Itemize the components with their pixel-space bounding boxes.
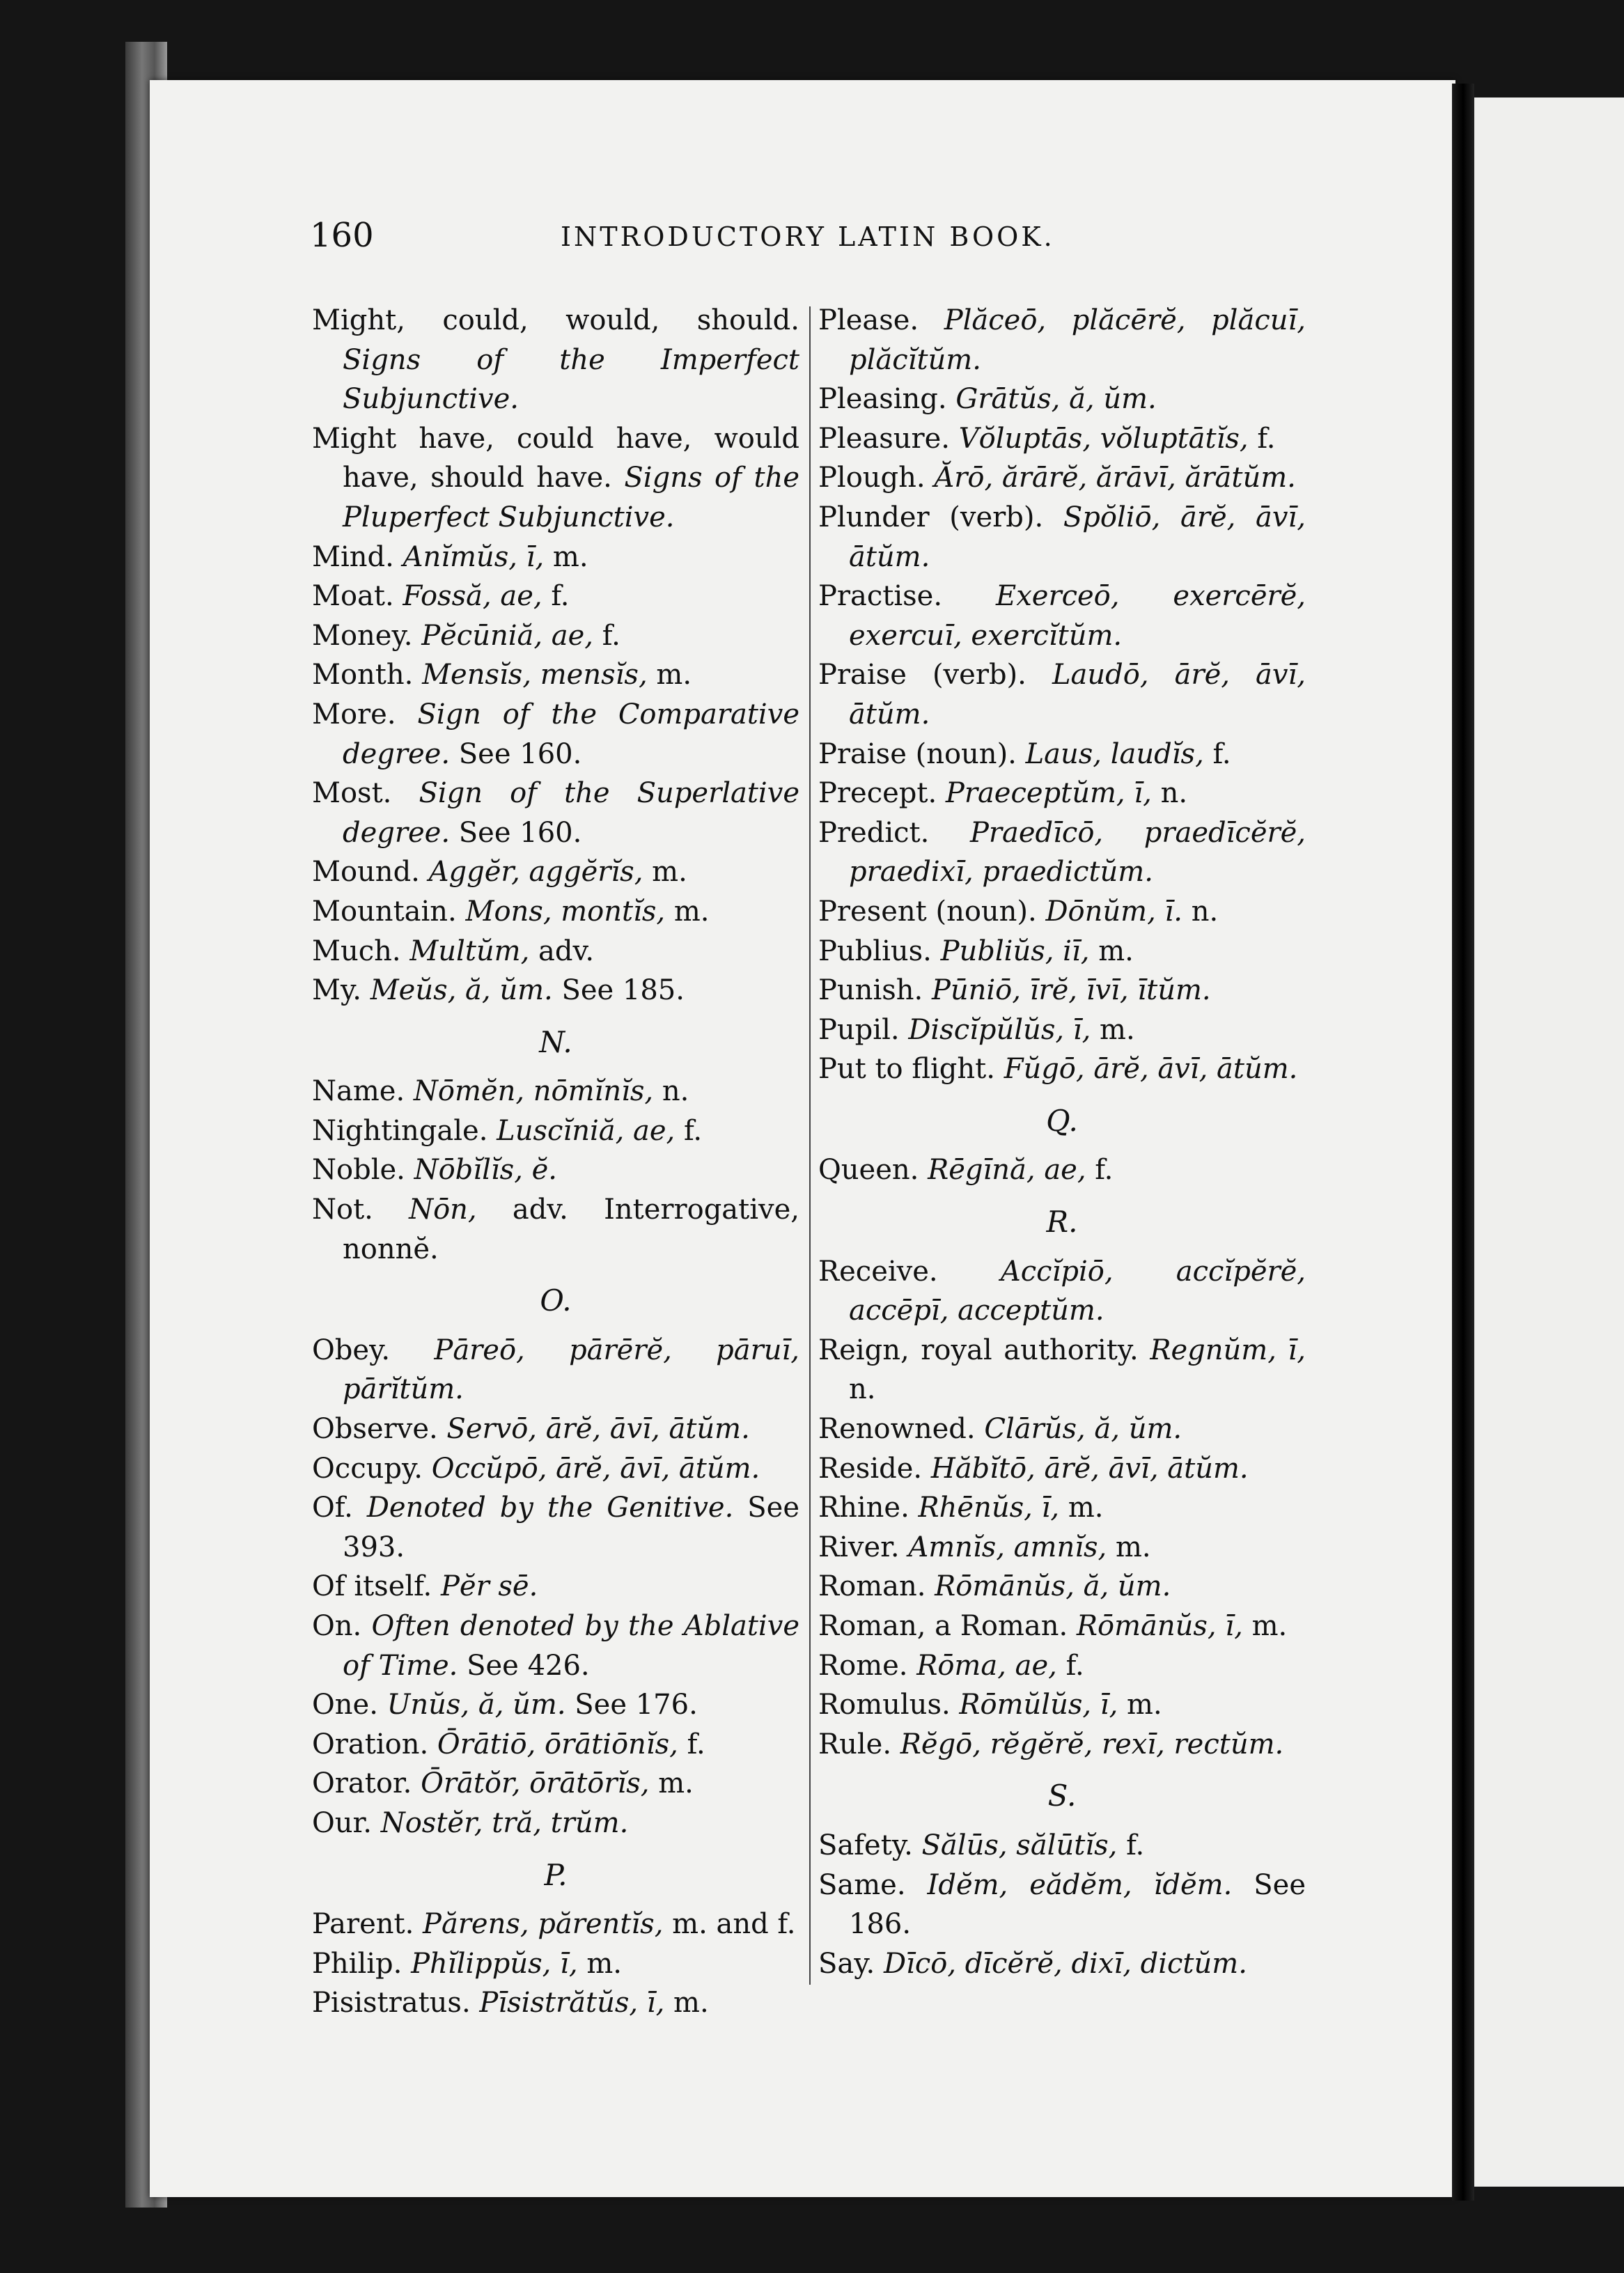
entry-headword: Nightingale.: [312, 1114, 488, 1147]
entry-headword: Pisistratus.: [312, 1987, 471, 2020]
entry-headword: Month.: [312, 659, 414, 692]
entry-note: m.: [656, 659, 692, 692]
entry-headword: Mound.: [312, 856, 420, 889]
entry-latin: Nōn,: [409, 1194, 477, 1226]
entry-note: See 176.: [575, 1689, 698, 1721]
entry-latin: Praedīcō, praedīcĕrĕ, praedixī, praedictŭm.: [849, 816, 1306, 889]
entry-headword: Roman.: [818, 1570, 926, 1603]
vocabulary-entry: [818, 813, 1306, 892]
entry-latin: Idĕm, eădĕm, ĭdĕm.: [927, 1868, 1233, 1901]
entry-note: m.: [1115, 1531, 1151, 1563]
vocabulary-entry: [312, 932, 799, 971]
entry-note: m.: [658, 1767, 694, 1800]
vocabulary-entry: [818, 1010, 1306, 1050]
vocabulary-entry: [312, 1905, 799, 1944]
vocabulary-entry: [818, 1685, 1306, 1725]
entry-latin: Ōrātŏr, ōrātōrĭs,: [421, 1767, 650, 1800]
entry-headword: Precept.: [818, 777, 937, 810]
entry-headword: Plough.: [818, 462, 926, 494]
entry-latin: Dōnŭm, ī.: [1045, 895, 1183, 928]
entry-headword: Mountain.: [312, 895, 457, 928]
entry-headword: Reside.: [818, 1452, 923, 1485]
entry-headword: Occupy.: [312, 1452, 423, 1485]
entry-latin: Publiŭs, iī,: [940, 935, 1090, 967]
entry-note: See 160.: [458, 816, 582, 849]
entry-note: m.: [652, 856, 687, 889]
vocabulary-entry: [818, 1944, 1306, 1984]
entry-latin: Rĕgō, rĕgĕrĕ, rexī, rectŭm.: [900, 1728, 1284, 1760]
entry-latin: Mons, montĭs,: [465, 895, 666, 928]
entry-latin: Părens, părentĭs,: [423, 1908, 664, 1941]
vocabulary-entry: [818, 1049, 1306, 1089]
vocabulary-entry: [312, 892, 799, 932]
entry-latin: Ōrātiō, ōrātiōnĭs,: [437, 1728, 678, 1760]
vocabulary-entry: [818, 971, 1306, 1010]
entry-headword: Receive.: [818, 1255, 938, 1288]
section-letter: P.: [544, 1857, 568, 1892]
vocabulary-entry: [312, 577, 799, 616]
vocabulary-entry: [312, 1190, 799, 1269]
entry-headword: Rule.: [818, 1728, 892, 1760]
entry-note: n.: [662, 1075, 689, 1108]
vocabulary-entry: [818, 1150, 1306, 1190]
entry-headword: Plunder (verb).: [818, 501, 1044, 533]
entry-note: m.: [586, 1947, 622, 1980]
entry-headword: Might have, could have, would have, should have.: [312, 422, 799, 494]
entry-note: See 426.: [467, 1649, 590, 1682]
vocabulary-entry: [312, 1944, 799, 1984]
entry-headword: Put to flight.: [818, 1053, 995, 1086]
vocabulary-entry: [818, 774, 1306, 813]
section-letter: R.: [1046, 1205, 1078, 1240]
vocabulary-entry: [818, 1252, 1306, 1331]
entry-note: m.: [1068, 1492, 1104, 1524]
entry-headword: Obey.: [312, 1334, 391, 1366]
entry-note: n.: [849, 1373, 876, 1406]
vocabulary-entry: [818, 1449, 1306, 1489]
entry-latin: Aggĕr, aggĕrĭs,: [428, 856, 643, 889]
entry-latin: Plăceō, plăcērĕ, plăcuī, plăcĭtŭm.: [849, 304, 1306, 376]
entry-latin: Phĭlippŭs, ī,: [411, 1947, 578, 1980]
entry-latin: Fossă, ae,: [403, 580, 542, 613]
section-letter: Q.: [1046, 1103, 1078, 1138]
vocabulary-entry: [818, 1528, 1306, 1568]
vocabulary-entry: [312, 971, 799, 1010]
entry-latin: Exerceō, exercērĕ, exercuī, exercĭtŭm.: [849, 580, 1306, 652]
entry-headword: Of itself.: [312, 1570, 432, 1603]
entry-note: f.: [683, 1114, 703, 1147]
vocabulary-entry: [312, 1072, 799, 1111]
entry-headword: Practise.: [818, 580, 943, 613]
entry-note: m.: [552, 540, 588, 573]
page-header: [310, 216, 1396, 265]
vocabulary-entry: [312, 1567, 799, 1607]
entry-note: f.: [1065, 1649, 1084, 1682]
entry-latin: Signs of the Imperfect Subjunctive.: [343, 343, 799, 416]
entry-headword: Please.: [818, 304, 919, 336]
column-divider: [809, 306, 811, 1985]
vocabulary-entry: [312, 538, 799, 577]
entry-latin: Unŭs, ă, ŭm.: [387, 1689, 566, 1721]
entry-latin: Meŭs, ă, ŭm.: [370, 974, 553, 1007]
vocabulary-entry: [312, 1685, 799, 1725]
entry-headword: Parent.: [312, 1908, 414, 1941]
entry-headword: Safety.: [818, 1829, 913, 1861]
entry-headword: Say.: [818, 1947, 875, 1980]
entry-note: m.: [673, 1987, 709, 2020]
entry-headword: Orator.: [312, 1767, 412, 1800]
entry-headword: Renowned.: [818, 1413, 976, 1446]
vocabulary-entry: [312, 419, 799, 538]
entry-note: f.: [551, 580, 570, 613]
page-number: 160: [310, 216, 374, 255]
vocabulary-entry: [818, 932, 1306, 971]
section-letter: S.: [1047, 1779, 1077, 1813]
entry-latin: Nostĕr, tră, trŭm.: [380, 1806, 629, 1839]
entry-headword: Oration.: [312, 1728, 429, 1760]
entry-note: f.: [1257, 422, 1276, 455]
vocabulary-entry: [312, 774, 799, 852]
entry-headword: Pleasure.: [818, 422, 951, 455]
entry-latin: Clārŭs, ă, ŭm.: [984, 1413, 1182, 1446]
entry-note: m.: [1127, 1689, 1162, 1721]
vocabulary-entry: [818, 1607, 1306, 1646]
entry-latin: Amnĭs, amnĭs,: [908, 1531, 1107, 1563]
vocabulary-entry: [818, 1567, 1306, 1607]
vocabulary-entry: [818, 498, 1306, 577]
entry-latin: Laus, laudĭs,: [1025, 737, 1204, 770]
entry-note: f.: [602, 619, 620, 652]
entry-latin: Pīsistrătŭs, ī,: [479, 1987, 665, 2020]
entry-note: m.: [1100, 1013, 1135, 1046]
vocabulary-entry: [312, 1725, 799, 1765]
entry-headword: Noble.: [312, 1154, 405, 1187]
entry-latin: Signs of the Pluperfect Subjunctive.: [343, 462, 800, 533]
entry-latin: Rhēnŭs, ī,: [918, 1492, 1060, 1524]
vocabulary-entry: [818, 301, 1306, 380]
entry-latin: Dīcō, dīcĕrĕ, dixī, dictŭm.: [883, 1947, 1247, 1980]
entry-latin: Hăbĭtō, ārĕ, āvī, ātŭm.: [930, 1452, 1249, 1485]
entry-headword: River.: [818, 1531, 900, 1563]
entry-latin: Nōmĕn, nōmĭnĭs,: [413, 1075, 654, 1108]
entry-latin: Laudō, ārĕ, āvī, ātŭm.: [849, 659, 1306, 731]
vocabulary-entry: [818, 1488, 1306, 1528]
entry-headword: Present (noun).: [818, 895, 1037, 928]
entry-latin: Sign of the Comparative degree.: [343, 698, 799, 770]
entry-note: m.: [1251, 1610, 1288, 1642]
entry-latin: Anĭmŭs, ī,: [403, 540, 545, 573]
entry-headword: Predict.: [818, 816, 930, 849]
entry-latin: Sign of the Superlative degree.: [343, 777, 799, 849]
entry-headword: Moat.: [312, 580, 394, 613]
vocabulary-entry: [312, 1150, 799, 1190]
vocabulary-entry: [818, 380, 1306, 419]
vocabulary-entry: [818, 735, 1306, 774]
entry-latin: Nōbĭlĭs, ĕ.: [414, 1154, 558, 1187]
entry-note: f.: [1095, 1154, 1114, 1187]
vocabulary-entry: [312, 1983, 799, 2023]
entry-headword: More.: [312, 698, 396, 731]
vocabulary-entry: [818, 892, 1306, 932]
vocabulary-entry: [312, 1409, 799, 1449]
entry-latin: Servō, ārĕ, āvī, ātŭm.: [446, 1413, 750, 1446]
entry-headword: Pupil.: [818, 1013, 900, 1046]
entry-headword: Money.: [312, 619, 413, 652]
vocabulary-entry: [818, 655, 1306, 734]
vocabulary-entry: [818, 1826, 1306, 1866]
entry-note: m.: [673, 895, 710, 928]
entry-headword: Our.: [312, 1806, 372, 1839]
entry-headword: Queen.: [818, 1154, 919, 1187]
vocabulary-entry: [312, 1804, 799, 1843]
entry-note: See 160.: [458, 737, 582, 770]
entry-note: See 186.: [849, 1868, 1306, 1941]
vocabulary-entry: [312, 301, 799, 419]
vocabulary-entry: [312, 1488, 799, 1567]
entry-headword: Most.: [312, 777, 392, 810]
entry-headword: On.: [312, 1610, 362, 1642]
entry-headword: Roman, a Roman.: [818, 1610, 1068, 1642]
entry-headword: Much.: [312, 935, 401, 967]
vocabulary-entry: [312, 1764, 799, 1804]
entry-latin: Praeceptŭm, ī,: [945, 777, 1152, 810]
vocabulary-entry: [312, 1607, 799, 1685]
entry-headword: Publius.: [818, 935, 932, 967]
entry-headword: Reign, royal authority.: [818, 1334, 1139, 1366]
entry-latin: Accĭpiō, accĭpĕrĕ, accēpī, acceptŭm.: [849, 1255, 1306, 1327]
entry-headword: Name.: [312, 1075, 405, 1108]
entry-latin: Rōmŭlŭs, ī,: [959, 1689, 1118, 1721]
entry-headword: Observe.: [312, 1413, 438, 1446]
entry-headword: Praise (verb).: [818, 659, 1026, 692]
entry-headword: Mind.: [312, 540, 394, 573]
vocabulary-entry: [818, 1725, 1306, 1765]
entry-latin: Pĕr sē.: [440, 1570, 538, 1603]
entry-latin: Fŭgō, ārĕ, āvī, ātŭm.: [1004, 1053, 1298, 1086]
vocabulary-entry: [818, 458, 1306, 498]
entry-note: n.: [1191, 895, 1219, 928]
entry-note: f.: [687, 1728, 705, 1760]
entry-note: See 185.: [561, 974, 685, 1007]
entry-note: f.: [1212, 737, 1231, 770]
vocabulary-entry: [312, 655, 799, 695]
entry-latin: Multŭm,: [409, 935, 530, 967]
entry-note: m. and f.: [672, 1908, 796, 1941]
running-title: INTRODUCTORY LATIN BOOK.: [561, 221, 1055, 252]
section-letter: O.: [540, 1283, 572, 1318]
entry-note: f.: [1126, 1829, 1145, 1861]
entry-headword: Of.: [312, 1492, 353, 1524]
vocabulary-entry: [312, 1111, 799, 1151]
entry-headword: Pleasing.: [818, 383, 947, 416]
vocabulary-entry: [818, 1331, 1306, 1409]
entry-headword: One.: [312, 1689, 378, 1721]
entry-note: m.: [1098, 935, 1134, 967]
entry-latin: Rōmānŭs, ă, ŭm.: [935, 1570, 1171, 1603]
entry-latin: Vŏluptās, vŏluptātĭs,: [958, 422, 1249, 455]
entry-latin: Pāreō, pārērĕ, pāruī, pārĭtŭm.: [343, 1334, 799, 1406]
entry-headword: Same.: [818, 1868, 906, 1901]
vocabulary-entry: [818, 1866, 1306, 1944]
entry-latin: Often denoted by the Ablative of Time.: [343, 1610, 799, 1682]
entry-latin: Sălūs, sălūtĭs,: [921, 1829, 1118, 1861]
vocabulary-entry: [312, 1449, 799, 1489]
entry-headword: Rome.: [818, 1649, 908, 1682]
entry-headword: Rhine.: [818, 1492, 909, 1524]
facing-page: [1474, 97, 1624, 2187]
entry-latin: Occŭpō, ārĕ, āvī, ātŭm.: [431, 1452, 760, 1485]
vocabulary-entry: [818, 577, 1306, 655]
entry-latin: Rōmānŭs, ī,: [1076, 1610, 1243, 1642]
entry-latin: Denoted by the Genitive.: [366, 1492, 734, 1524]
entry-note: n.: [1160, 777, 1188, 810]
entry-latin: Spŏliō, ārĕ, āvī, ātŭm.: [849, 501, 1306, 573]
entry-latin: Regnŭm, ī,: [1150, 1334, 1306, 1366]
vocabulary-entry: [312, 695, 799, 774]
entry-latin: Rēgīnă, ae,: [928, 1154, 1086, 1187]
entry-latin: Pĕcūniă, ae,: [421, 619, 594, 652]
entry-headword: Not.: [312, 1194, 373, 1226]
entry-headword: Punish.: [818, 974, 923, 1007]
right-column: [818, 301, 1306, 1983]
entry-latin: Luscĭniă, ae,: [497, 1114, 676, 1147]
vocabulary-entry: [818, 1409, 1306, 1449]
entry-headword: Philip.: [312, 1947, 403, 1980]
entry-latin: Pūniō, īrĕ, īvī, ītŭm.: [931, 974, 1211, 1007]
vocabulary-entry: [312, 616, 799, 656]
entry-latin: Grātŭs, ă, ŭm.: [955, 383, 1157, 416]
entry-latin: Mensĭs, mensĭs,: [422, 659, 648, 692]
vocabulary-entry: [818, 1646, 1306, 1686]
entry-headword: Praise (noun).: [818, 737, 1017, 770]
left-column: [312, 301, 799, 2023]
book-gutter: [1452, 84, 1474, 2201]
entry-latin: Ărō, ărārĕ, ărāvī, ărātŭm.: [934, 462, 1296, 494]
entry-headword: Romulus.: [818, 1689, 951, 1721]
vocabulary-entry: [312, 1331, 799, 1409]
entry-note: adv. Interrogative, nonnĕ.: [343, 1194, 799, 1265]
entry-headword: My.: [312, 974, 361, 1007]
vocabulary-entry: [312, 852, 799, 892]
entry-note: See 393.: [343, 1492, 799, 1563]
entry-latin: Discĭpŭlŭs, ī,: [908, 1013, 1091, 1046]
vocabulary-entry: [818, 419, 1306, 459]
entry-note: adv.: [538, 935, 595, 967]
section-letter: N.: [539, 1024, 572, 1059]
entry-latin: Rōma, ae,: [916, 1649, 1057, 1682]
entry-headword: Might, could, would, should.: [312, 304, 799, 336]
